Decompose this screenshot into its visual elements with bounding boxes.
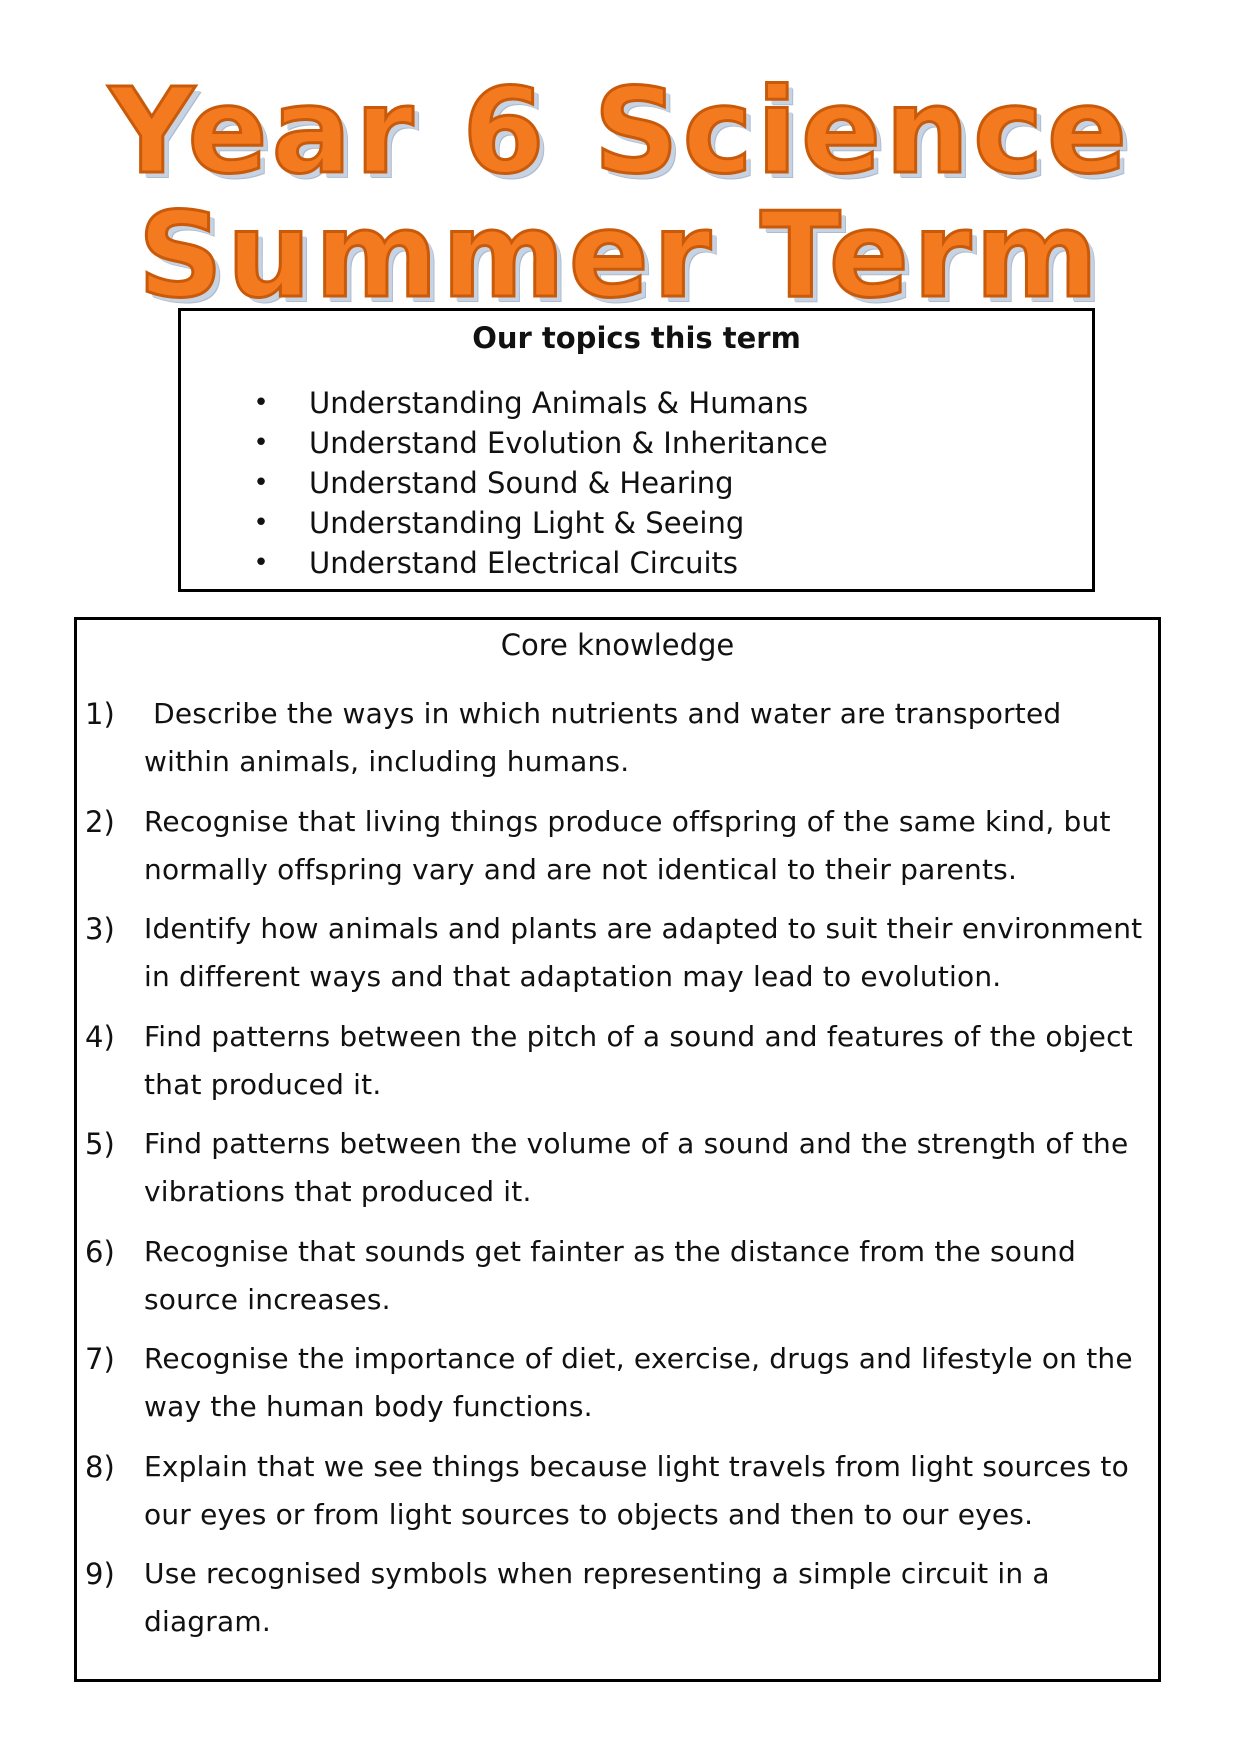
item-text: Use recognised symbols when representing a simple circuit in a diagram. (144, 1557, 1050, 1638)
topic-item (181, 423, 828, 463)
bullet-icon: • (253, 468, 269, 498)
core-knowledge-heading: Core knowledge (500, 628, 735, 662)
page-title-line-2: Summer Term (137, 186, 1103, 324)
topics-list (181, 383, 828, 583)
item-number: 2) (85, 804, 115, 839)
topic-item (181, 503, 828, 543)
topics-heading: Our topics this term (472, 321, 801, 355)
topic-label: Understand Electrical Circuits (309, 546, 738, 580)
bullet-icon: • (253, 508, 269, 538)
topic-item (181, 463, 828, 503)
topic-label: Understanding Animals & Humans (309, 386, 809, 420)
topic-label: Understanding Light & Seeing (309, 506, 745, 540)
item-number: 3) (85, 912, 115, 946)
item-number: 5) (85, 1127, 115, 1161)
bullet-icon: • (253, 548, 269, 578)
item-text: Describe the ways in which nutrients and water are transported within animals, including humans. (144, 697, 1071, 778)
item-text: Recognise that living things produce offspring of the same kind, but normally offspring vary and are not identical to their parents. (144, 804, 1111, 886)
item-number: 9) (85, 1557, 115, 1591)
item-text: Explain that we see things because light travels from light sources to our eyes or from light sources to objects and then to our eyes. (144, 1449, 1129, 1531)
core-knowledge-box (74, 617, 1161, 1682)
topic-label: Understand Evolution & Inheritance (309, 426, 828, 460)
bullet-icon: • (253, 388, 269, 418)
item-number: 4) (85, 1019, 115, 1054)
item-number: 6) (85, 1234, 115, 1269)
item-text: Find patterns between the pitch of a sound and features of the object that produced it. (144, 1019, 1133, 1101)
topic-item (181, 383, 828, 423)
topic-item (181, 543, 828, 583)
topic-label: Understand Sound & Hearing (309, 466, 734, 500)
item-number: 8) (85, 1449, 115, 1484)
page-title-line-1: Year 6 Science (108, 62, 1132, 200)
item-text: Recognise that sounds get fainter as the distance from the sound source increases. (144, 1234, 1076, 1316)
item-number: 7) (85, 1342, 115, 1376)
item-text: Find patterns between the volume of a sound and the strength of the vibrations that produced it. (144, 1127, 1129, 1208)
item-text: Identify how animals and plants are adapted to suit their environment in different ways and that adaptation may lead to evolution. (144, 912, 1143, 993)
item-number: 1) (85, 697, 115, 731)
bullet-icon: • (253, 428, 269, 458)
item-text: Recognise the importance of diet, exercise, drugs and lifestyle on the way the human body functions. (144, 1342, 1133, 1423)
topics-box (178, 308, 1095, 592)
